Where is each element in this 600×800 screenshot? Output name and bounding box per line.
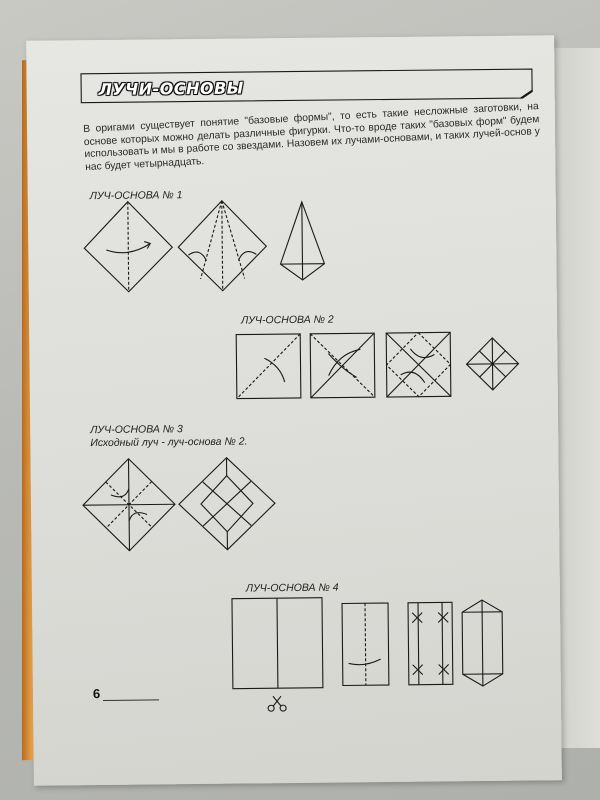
section-label-2: ЛУЧ-ОСНОВА № 2	[240, 313, 334, 327]
section-label-4: ЛУЧ-ОСНОВА № 4	[245, 581, 339, 595]
scissors-icon	[268, 696, 286, 711]
page-number-rule	[103, 699, 159, 701]
page-title: ЛУЧИ-ОСНОВЫ	[98, 78, 244, 100]
book-page	[26, 35, 562, 785]
diagram-ray-2	[234, 329, 535, 404]
intro-paragraph: В оригами существует понятие "базовые формы", то есть такие несложные заготовки, на основе которых можно делать различные фигурки. Что-то вроде таких "базовых форм" будем использовать и мы в работе со звездами. Назовем их лучами-основами, и таких лучей-основ у нас будет четырнадцать.	[82, 101, 541, 173]
section-sublabel-3: Исходный луч - луч-основа № 2.	[90, 435, 248, 450]
page-number: 6	[92, 686, 101, 702]
section-label-3: ЛУЧ-ОСНОВА № 3	[90, 423, 183, 437]
section-label-1: ЛУЧ-ОСНОВА № 1	[89, 189, 183, 203]
diagram-ray-3	[80, 453, 301, 555]
diagram-ray-4	[230, 594, 521, 717]
diagram-ray-1	[80, 197, 351, 295]
